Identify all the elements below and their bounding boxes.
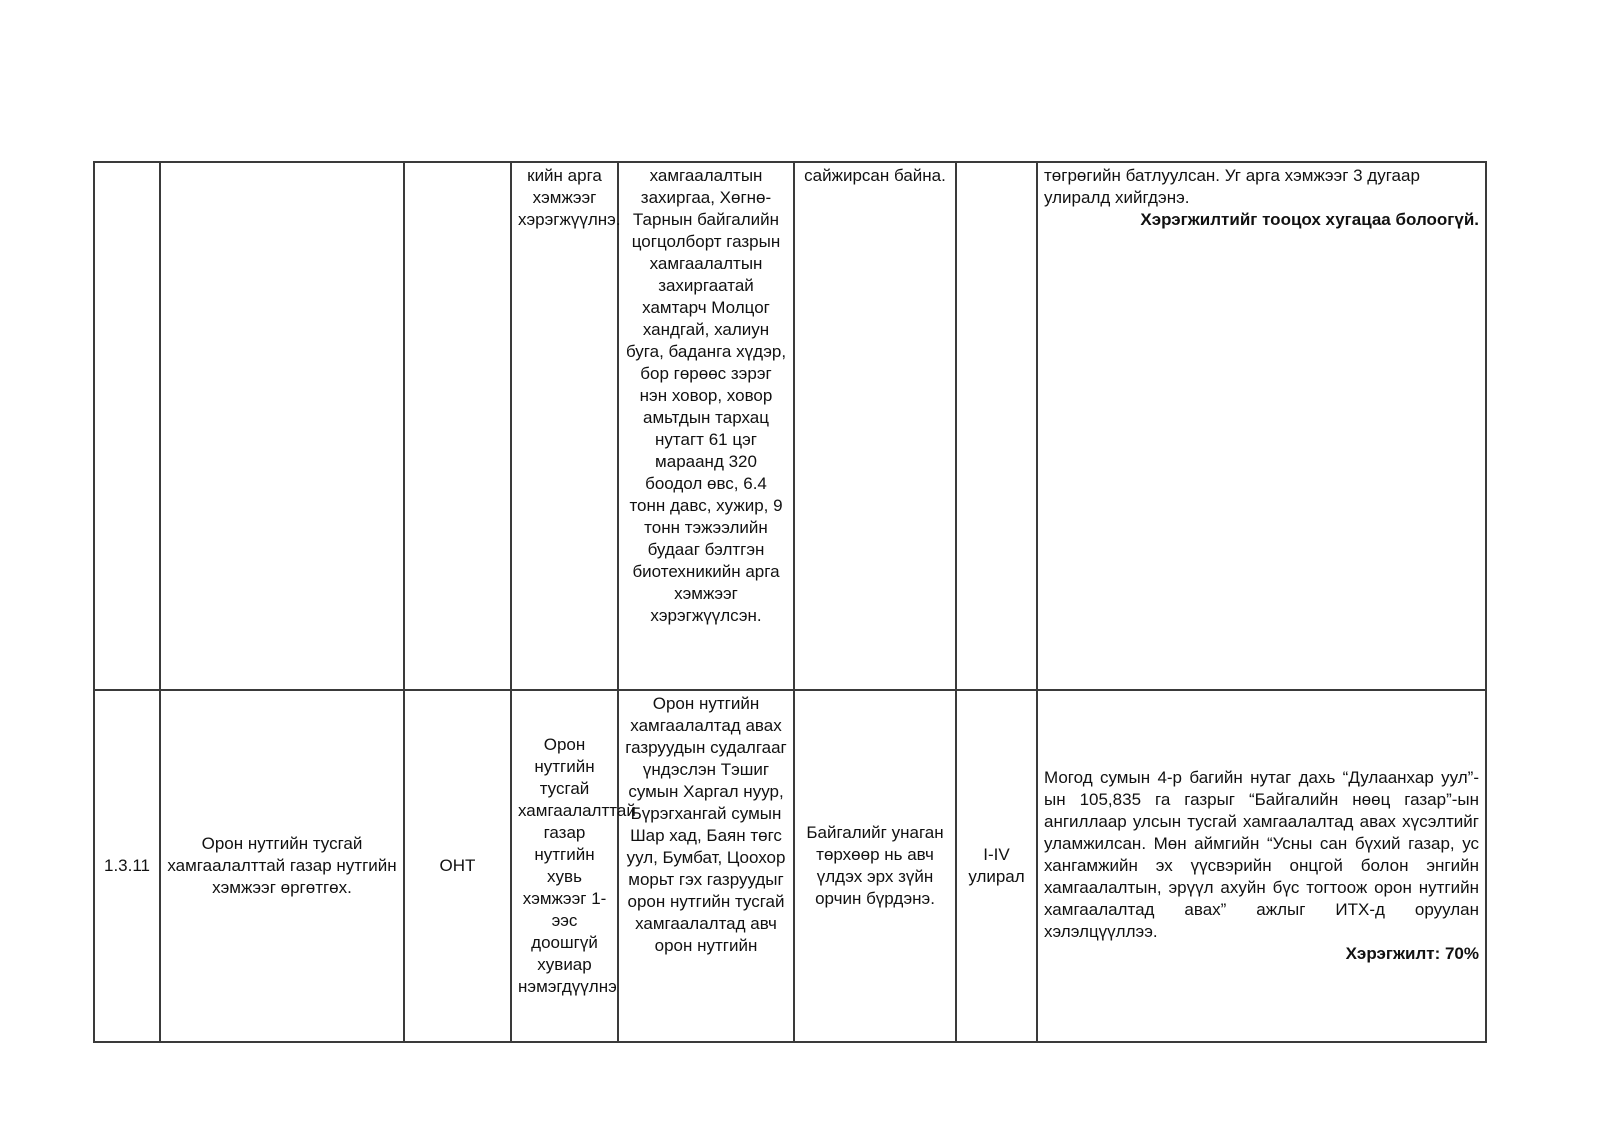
cell-report bbox=[1037, 162, 1486, 690]
cell-objective bbox=[160, 162, 404, 690]
table-row bbox=[94, 690, 1486, 1042]
cell-objective: Орон нутгийн тусгай хамгаалалттай газар нутгийн хэмжээг өргөтгөх. bbox=[160, 690, 404, 1042]
report-text: Могод сумын 4-р багийн нутаг дахь “Дулаанхар уул”-ын 105,835 га газрыг “Байгалийн нөөц газар”-ын ангиллаар улсын тусгай хамгаалалтад авах хүсэлтийг уламжилсан. Мөн аймгийн “Усны сан бүхий газар, ус хангамжийн эх үүсвэрийн онцгой болон энгийн хамгаалалтын, эрүүл ахуйн бүс тогтоож орон нутгийн хамгаалалтад авах” ажлыг ИТХ-д оруулан хэлэлцүүллээ. bbox=[1044, 768, 1479, 941]
cell-activity: Орон нутгийн хамгаалалтад авах газруудын судалгааг үндэслэн Тэшиг сумын Харгал нуур, Бүрэгхангай сумын Шар хад, Баян төгс уул, Бумбат, Цоохор морьт гэх газруудыг орон нутгийн тусгай хамгаалалтад авч орон нутгийн bbox=[618, 690, 794, 1042]
table-row bbox=[94, 162, 1486, 690]
report-status: Хэрэгжилтийг тооцох хугацаа болоогүй. bbox=[1140, 210, 1479, 229]
cell-outcome: сайжирсан байна. bbox=[794, 162, 956, 690]
cell-activity: хамгаалалтын захиргаа, Хөгнө-Тарнын байгалийн цогцолборт газрын хамгаалалтын захиргаатай хамтарч Молцог хандгай, халиун буга, баданга хүдэр, бор гөрөөс зэрэг нэн ховор, ховор амьтдын тархац нутагт 61 цэг мараанд 320 боодол өвс, 6.4 тонн давс, хужир, 9 тонн тэжээлийн будааг бэлтгэн биотехникийн арга хэмжээг хэрэгжүүлсэн. bbox=[618, 162, 794, 690]
report-text: төгрөгийн батлуулсан. Уг арга хэмжээг 3 дугаар улиралд хийгдэнэ. bbox=[1044, 166, 1420, 207]
cell-target: Орон нутгийн тусгай хамгаалалттай газар нутгийн хувь хэмжээг 1-ээс доошгүй хувиар нэмэгдүүлнэ bbox=[511, 690, 618, 1042]
report-table bbox=[93, 161, 1487, 1043]
cell-period bbox=[956, 162, 1037, 690]
cell-report bbox=[1037, 690, 1486, 1042]
cell-outcome: Байгалийг унаган төрхөөр нь авч үлдэх эрх зүйн орчин бүрдэнэ. bbox=[794, 690, 956, 1042]
cell-responsible bbox=[404, 162, 511, 690]
cell-index: 1.3.11 bbox=[94, 690, 160, 1042]
cell-target: кийн арга хэмжээг хэрэгжүүлнэ. bbox=[511, 162, 618, 690]
cell-responsible: ОНТ bbox=[404, 690, 511, 1042]
report-status: Хэрэгжилт: 70% bbox=[1345, 944, 1479, 963]
cell-period: I-IV улирал bbox=[956, 690, 1037, 1042]
cell-index bbox=[94, 162, 160, 690]
